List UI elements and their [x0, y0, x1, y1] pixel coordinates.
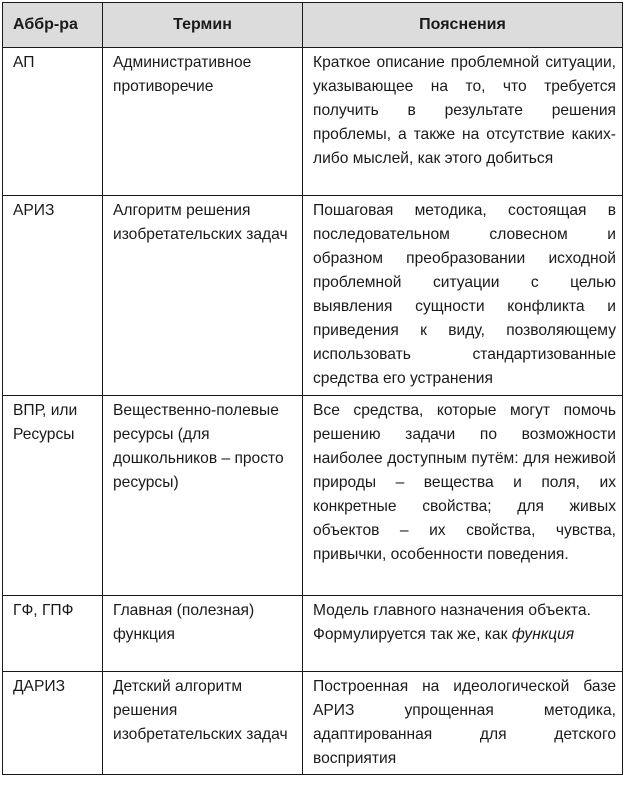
row-term: Алгоритм решения изобретательских задач	[103, 196, 303, 396]
row-explanation: Все средства, которые могут помочь решению задачи по возможности наиболее доступным путём: для неживой природы – вещества и поля, их конкретные свойства; для живых объектов – их свойства, чувства, привычки, особенности поведения.	[303, 396, 623, 596]
header-abbr: Аббр-ра	[3, 3, 103, 48]
table-row	[3, 672, 623, 775]
row-abbr: ВПР, или Ресурсы	[3, 396, 103, 596]
row-abbr: ГФ, ГПФ	[3, 596, 103, 672]
row-abbr: ДАРИЗ	[3, 672, 103, 775]
row-term: Главная (полезная) функция	[103, 596, 303, 672]
row-explanation: Построенная на идеологической базе АРИЗ упрощенная методика, адаптированная для детского восприятия	[303, 672, 623, 775]
header-term: Термин	[103, 3, 303, 48]
row-term: Административное противоречие	[103, 48, 303, 196]
row-abbr: АП	[3, 48, 103, 196]
table-row	[3, 596, 623, 672]
glossary-table	[2, 2, 623, 775]
row-term: Детский алгоритм решения изобретательских задач	[103, 672, 303, 775]
explanation-line-2: Формулируется так же, как функция	[313, 626, 575, 643]
header-explanation: Пояснения	[303, 3, 623, 48]
row-term: Вещественно-полевые ресурсы (для дошкольников – просто ресурсы)	[103, 396, 303, 596]
table-row	[3, 196, 623, 396]
table-row	[3, 396, 623, 596]
row-explanation	[303, 596, 623, 672]
table-row	[3, 48, 623, 196]
table-header-row	[3, 3, 623, 48]
italic-term: функция	[511, 626, 575, 643]
row-abbr: АРИЗ	[3, 196, 103, 396]
row-explanation: Пошаговая методика, состоящая в последовательном словесном и образном преобразовании исходной проблемной ситуации с целью выявления сущности конфликта и приведения к виду, позволяющему использовать стандартизованные средства его устранения	[303, 196, 623, 396]
explanation-line-1: Модель главного назначения объекта.	[313, 602, 591, 619]
row-explanation: Краткое описание проблемной ситуации, указывающее на то, что требуется получить в результате решения проблемы, а также на отсутствие каких-либо мыслей, как этого добиться	[303, 48, 623, 196]
